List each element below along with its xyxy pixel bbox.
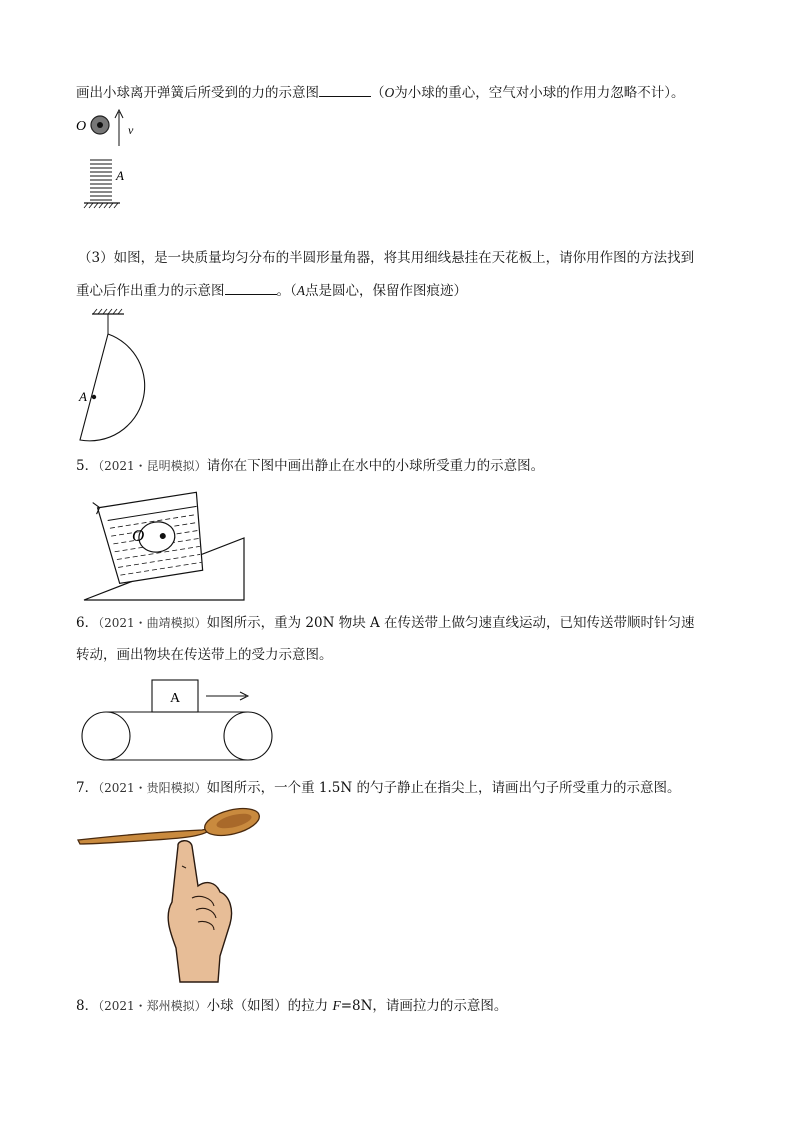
q5-source: （2021・昆明模拟） [98, 459, 207, 473]
ball-center [97, 122, 103, 128]
conveyor-figure [78, 676, 278, 766]
q4-part2-text [76, 82, 685, 103]
spring [90, 160, 112, 200]
answer-blank[interactable] [319, 82, 371, 97]
q6-number: 6． [76, 615, 99, 631]
q4-part3-line2 [76, 280, 467, 301]
spoon-handle [78, 828, 212, 844]
label-o-water: O [132, 526, 145, 545]
label-a-protractor: A [79, 389, 87, 404]
label-o: O [76, 119, 87, 134]
a-symbol: A [296, 283, 305, 298]
f-symbol: F [332, 998, 341, 1013]
ground-hatch [84, 203, 118, 208]
q6-question: 如图所示，重为 20N 物块 A 在传送带上做匀速直线运动，已知传送带顺时针匀速 [206, 615, 695, 631]
label-a: A [116, 168, 124, 183]
answer-blank-2[interactable] [225, 280, 277, 295]
beaker-incline-figure [80, 482, 250, 604]
beaker [93, 486, 209, 585]
label-v: v [128, 123, 134, 137]
protractor-figure [72, 308, 162, 448]
spoon-finger-figure [74, 806, 264, 986]
q4-part3-before: 重心后作出重力的示意图 [76, 283, 225, 299]
right-roller [224, 712, 272, 760]
q6-text-line2: 转动，画出物块在传送带上的受力示意图。 [76, 647, 333, 663]
paren-open-2: 。（ [276, 283, 297, 299]
left-roller [82, 712, 130, 760]
q7-question: 如图所示，一个重 1.5N 的勺子静止在指尖上，请画出勺子所受重力的示意图。 [206, 780, 681, 796]
q8-after: =8N，请画拉力的示意图。 [340, 998, 508, 1014]
o-symbol: O [384, 85, 395, 100]
q4-part3-line1: （3）如图，是一块质量均匀分布的半圆形量角器，将其用细线悬挂在天花板上，请你用作图的方法找到 [78, 250, 695, 266]
ceiling-hatch [93, 309, 122, 314]
q8-source: （2021・郑州模拟） [98, 999, 207, 1013]
block-label: A [169, 691, 181, 706]
q7-source: （2021・贵阳模拟） [98, 781, 207, 795]
q8-before: 小球（如图）的拉力 [206, 998, 333, 1014]
q6-source: （2021・曲靖模拟） [98, 616, 207, 630]
paren-open: （ [371, 85, 385, 101]
q8-number: 8． [76, 998, 99, 1014]
q5-number: 5． [76, 458, 99, 474]
q4-part2-after: 为小球的重心，空气对小球的作用力忽略不计）。 [394, 85, 685, 101]
hand [168, 841, 231, 982]
semicircle [80, 334, 145, 441]
q4-part3-after: 点是圆心，保留作图痕迹） [305, 283, 467, 299]
q4-part2-before: 画出小球离开弹簧后所受到的力的示意图 [76, 85, 319, 101]
q5-text [76, 456, 544, 476]
ball-spring-figure [72, 108, 152, 213]
q5-question: 请你在下图中画出静止在水中的小球所受重力的示意图。 [206, 458, 545, 474]
q7-number: 7． [76, 780, 99, 796]
q8-text [76, 996, 507, 1016]
center-point-a [92, 395, 96, 399]
q6-text-line1 [76, 613, 695, 633]
q7-text [76, 778, 681, 798]
